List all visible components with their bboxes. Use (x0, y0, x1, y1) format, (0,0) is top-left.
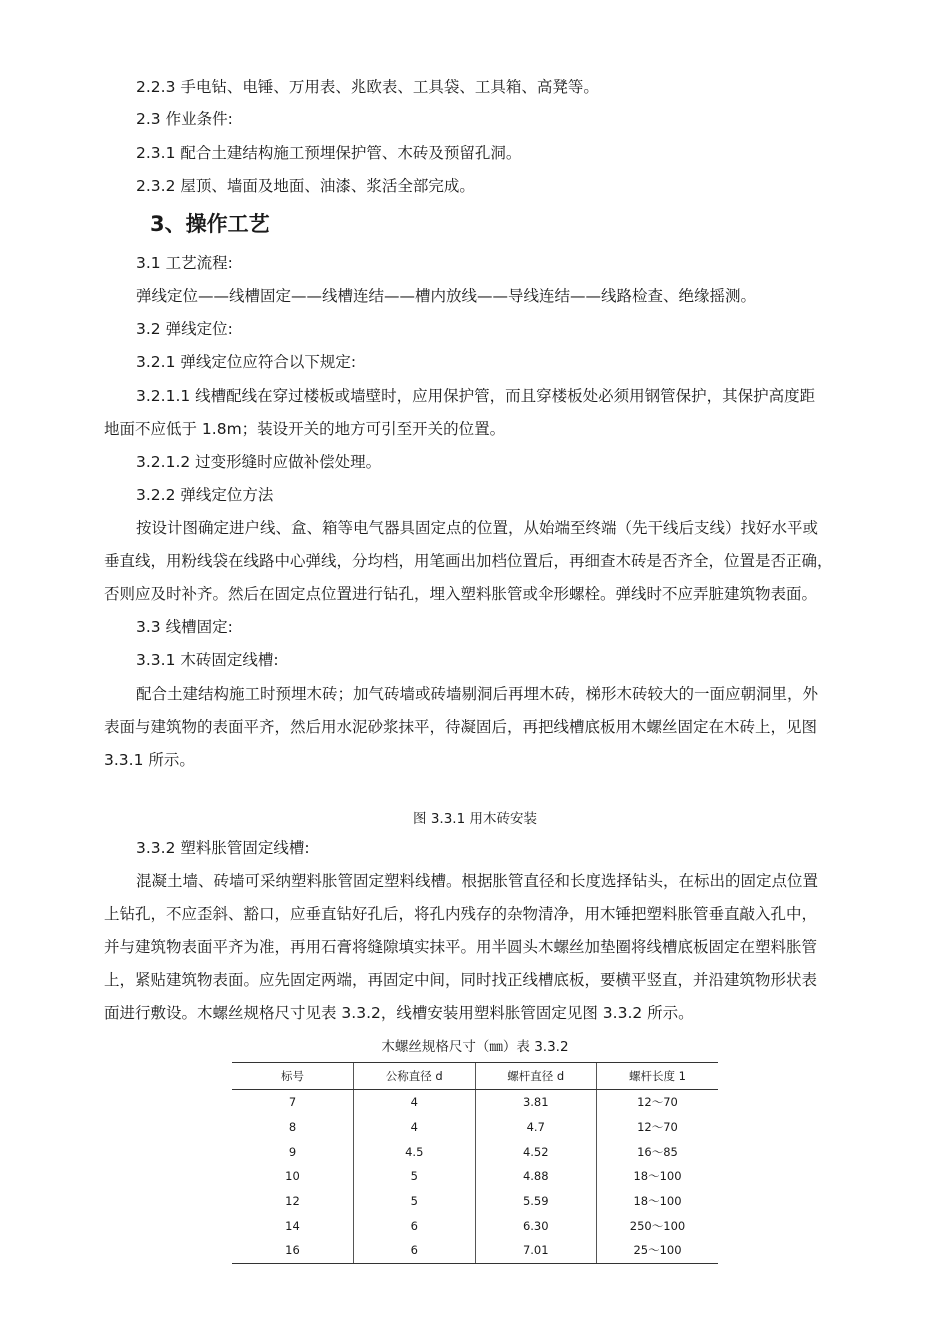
section-title: 3.1 工艺流程: (136, 254, 233, 272)
table-cell: 4 (354, 1115, 476, 1140)
table-row (232, 1164, 718, 1189)
table-header-row (232, 1063, 718, 1090)
table-row (232, 1090, 718, 1115)
paragraph-line: 垂直线，用粉线袋在线路中心弹线，分均档，用笔画出加档位置后，再细查木砖是否齐全，位置是否正确， (104, 552, 833, 570)
paragraph-line: 混凝土墙、砖墙可采纳塑料胀管固定塑料线槽。根据胀管直径和长度选择钻头，在标出的固定点位置 (136, 872, 819, 890)
section-title: 3.2.2 弹线定位方法 (136, 486, 274, 504)
paragraph-line: 2.3.2 屋顶、墙面及地面、油漆、浆活全部完成。 (136, 177, 475, 195)
header-cell: 螺杆长度 1 (597, 1063, 719, 1090)
chapter-heading: 3、操作工艺 (150, 212, 270, 236)
paragraph-line: 3.3.1 所示。 (104, 751, 195, 769)
table-row (232, 1115, 718, 1140)
table-cell: 4.88 (475, 1164, 597, 1189)
table-cell: 4.7 (475, 1115, 597, 1140)
table-cell: 4.5 (354, 1139, 476, 1164)
table-cell: 7.01 (475, 1238, 597, 1263)
screw-spec-table (232, 1062, 718, 1264)
paragraph-line: 3.2.1.2 过变形缝时应做补偿处理。 (136, 453, 382, 471)
paragraph-line: 3.2.1.1 线槽配线在穿过楼板或墙壁时，应用保护管，而且穿楼板处必须用钢管保护，其保护高度距 (136, 387, 816, 405)
table-row (232, 1213, 718, 1238)
paragraph-line: 按设计图确定进户线、盒、箱等电气器具固定点的位置，从始端至终端（先干线后支线）找好水平或 (136, 519, 819, 537)
table-row (232, 1139, 718, 1164)
paragraph-line: 2.2.3 手电钻、电锤、万用表、兆欧表、工具袋、工具箱、高凳等。 (136, 78, 599, 96)
table-cell: 18～100 (597, 1189, 719, 1214)
table-cell: 12～70 (597, 1090, 719, 1115)
table-cell: 12 (285, 1194, 300, 1209)
table-cell: 7 (288, 1095, 297, 1110)
table-cell: 16～85 (597, 1139, 719, 1164)
table-cell: 9 (288, 1144, 297, 1159)
paragraph-line: 并与建筑物表面平齐为准，再用石膏将缝隙填实抹平。用半圆头木螺丝加垫圈将线槽底板固定在塑料胀管 (104, 938, 818, 956)
header-cell: 标号 (232, 1063, 354, 1090)
paragraph-line: 地面不应低于 1.8m；装设开关的地方可引至开关的位置。 (104, 420, 506, 438)
table-cell: 6.30 (475, 1213, 597, 1238)
table-cell: 4.52 (475, 1139, 597, 1164)
paragraph-line: 上，紧贴建筑物表面。应先固定两端，再固定中间，同时找正线槽底板，要横平竖直，并沿建筑物形状表 (104, 971, 818, 989)
table-cell: 16 (232, 1238, 354, 1263)
section-title: 3.3.2 塑料胀管固定线槽: (136, 839, 310, 857)
table-cell: 4 (354, 1090, 476, 1115)
paragraph-line: 面进行敷设。木螺丝规格尺寸见表 3.3.2，线槽安装用塑料胀管固定见图 3.3.2 所示。 (104, 1004, 694, 1022)
table-cell: 25～100 (597, 1238, 719, 1263)
table-cell: 8 (288, 1120, 297, 1135)
table-cell: 5.59 (475, 1189, 597, 1214)
table-cell: 5 (354, 1164, 476, 1189)
figure-caption: 图 3.3.1 用木砖安装 (413, 811, 537, 827)
paragraph-line: 弹线定位——线槽固定——线槽连结——槽内放线——导线连结——线路检查、绝缘摇测。 (136, 287, 757, 305)
table-cell: 18～100 (597, 1164, 719, 1189)
table-cell: 5 (354, 1189, 476, 1214)
header-cell: 公称直径 d (354, 1063, 476, 1090)
paragraph-line: 2.3.1 配合土建结构施工预埋保护管、木砖及预留孔洞。 (136, 144, 522, 162)
section-title: 2.3 作业条件: (136, 110, 233, 128)
header-cell: 螺杆直径 d (475, 1063, 597, 1090)
table-cell: 250～100 (597, 1213, 719, 1238)
table-cell: 3.81 (475, 1090, 597, 1115)
paragraph-line: 配合土建结构施工时预埋木砖；加气砖墙或砖墙剔洞后再埋木砖，梯形木砖较大的一面应朝洞里，外 (136, 685, 819, 703)
table-caption: 木螺丝规格尺寸（㎜）表 3.3.2 (381, 1039, 569, 1055)
section-title: 3.3 线槽固定: (136, 618, 233, 636)
section-title: 3.3.1 木砖固定线槽: (136, 651, 279, 669)
section-title: 3.2.1 弹线定位应符合以下规定: (136, 353, 357, 371)
paragraph-line: 表面与建筑物的表面平齐，然后用水泥砂浆抹平，待凝固后，再把线槽底板用木螺丝固定在木砖上，见图 (104, 718, 818, 736)
table-row (232, 1189, 718, 1214)
table-cell: 10 (285, 1169, 300, 1184)
section-title: 3.2 弹线定位: (136, 320, 233, 338)
table-cell: 6 (354, 1238, 476, 1263)
table-cell: 12～70 (597, 1115, 719, 1140)
table-cell: 14 (285, 1218, 300, 1233)
paragraph-line: 否则应及时补齐。然后在固定点位置进行钻孔，埋入塑料胀管或伞形螺栓。弹线时不应弄脏建筑物表面。 (104, 585, 818, 603)
table-row (232, 1238, 718, 1263)
paragraph-line: 上钻孔，不应歪斜、豁口，应垂直钻好孔后，将孔内残存的杂物清净，用木锤把塑料胀管垂直敲入孔中， (104, 905, 818, 923)
table-cell: 6 (354, 1213, 476, 1238)
